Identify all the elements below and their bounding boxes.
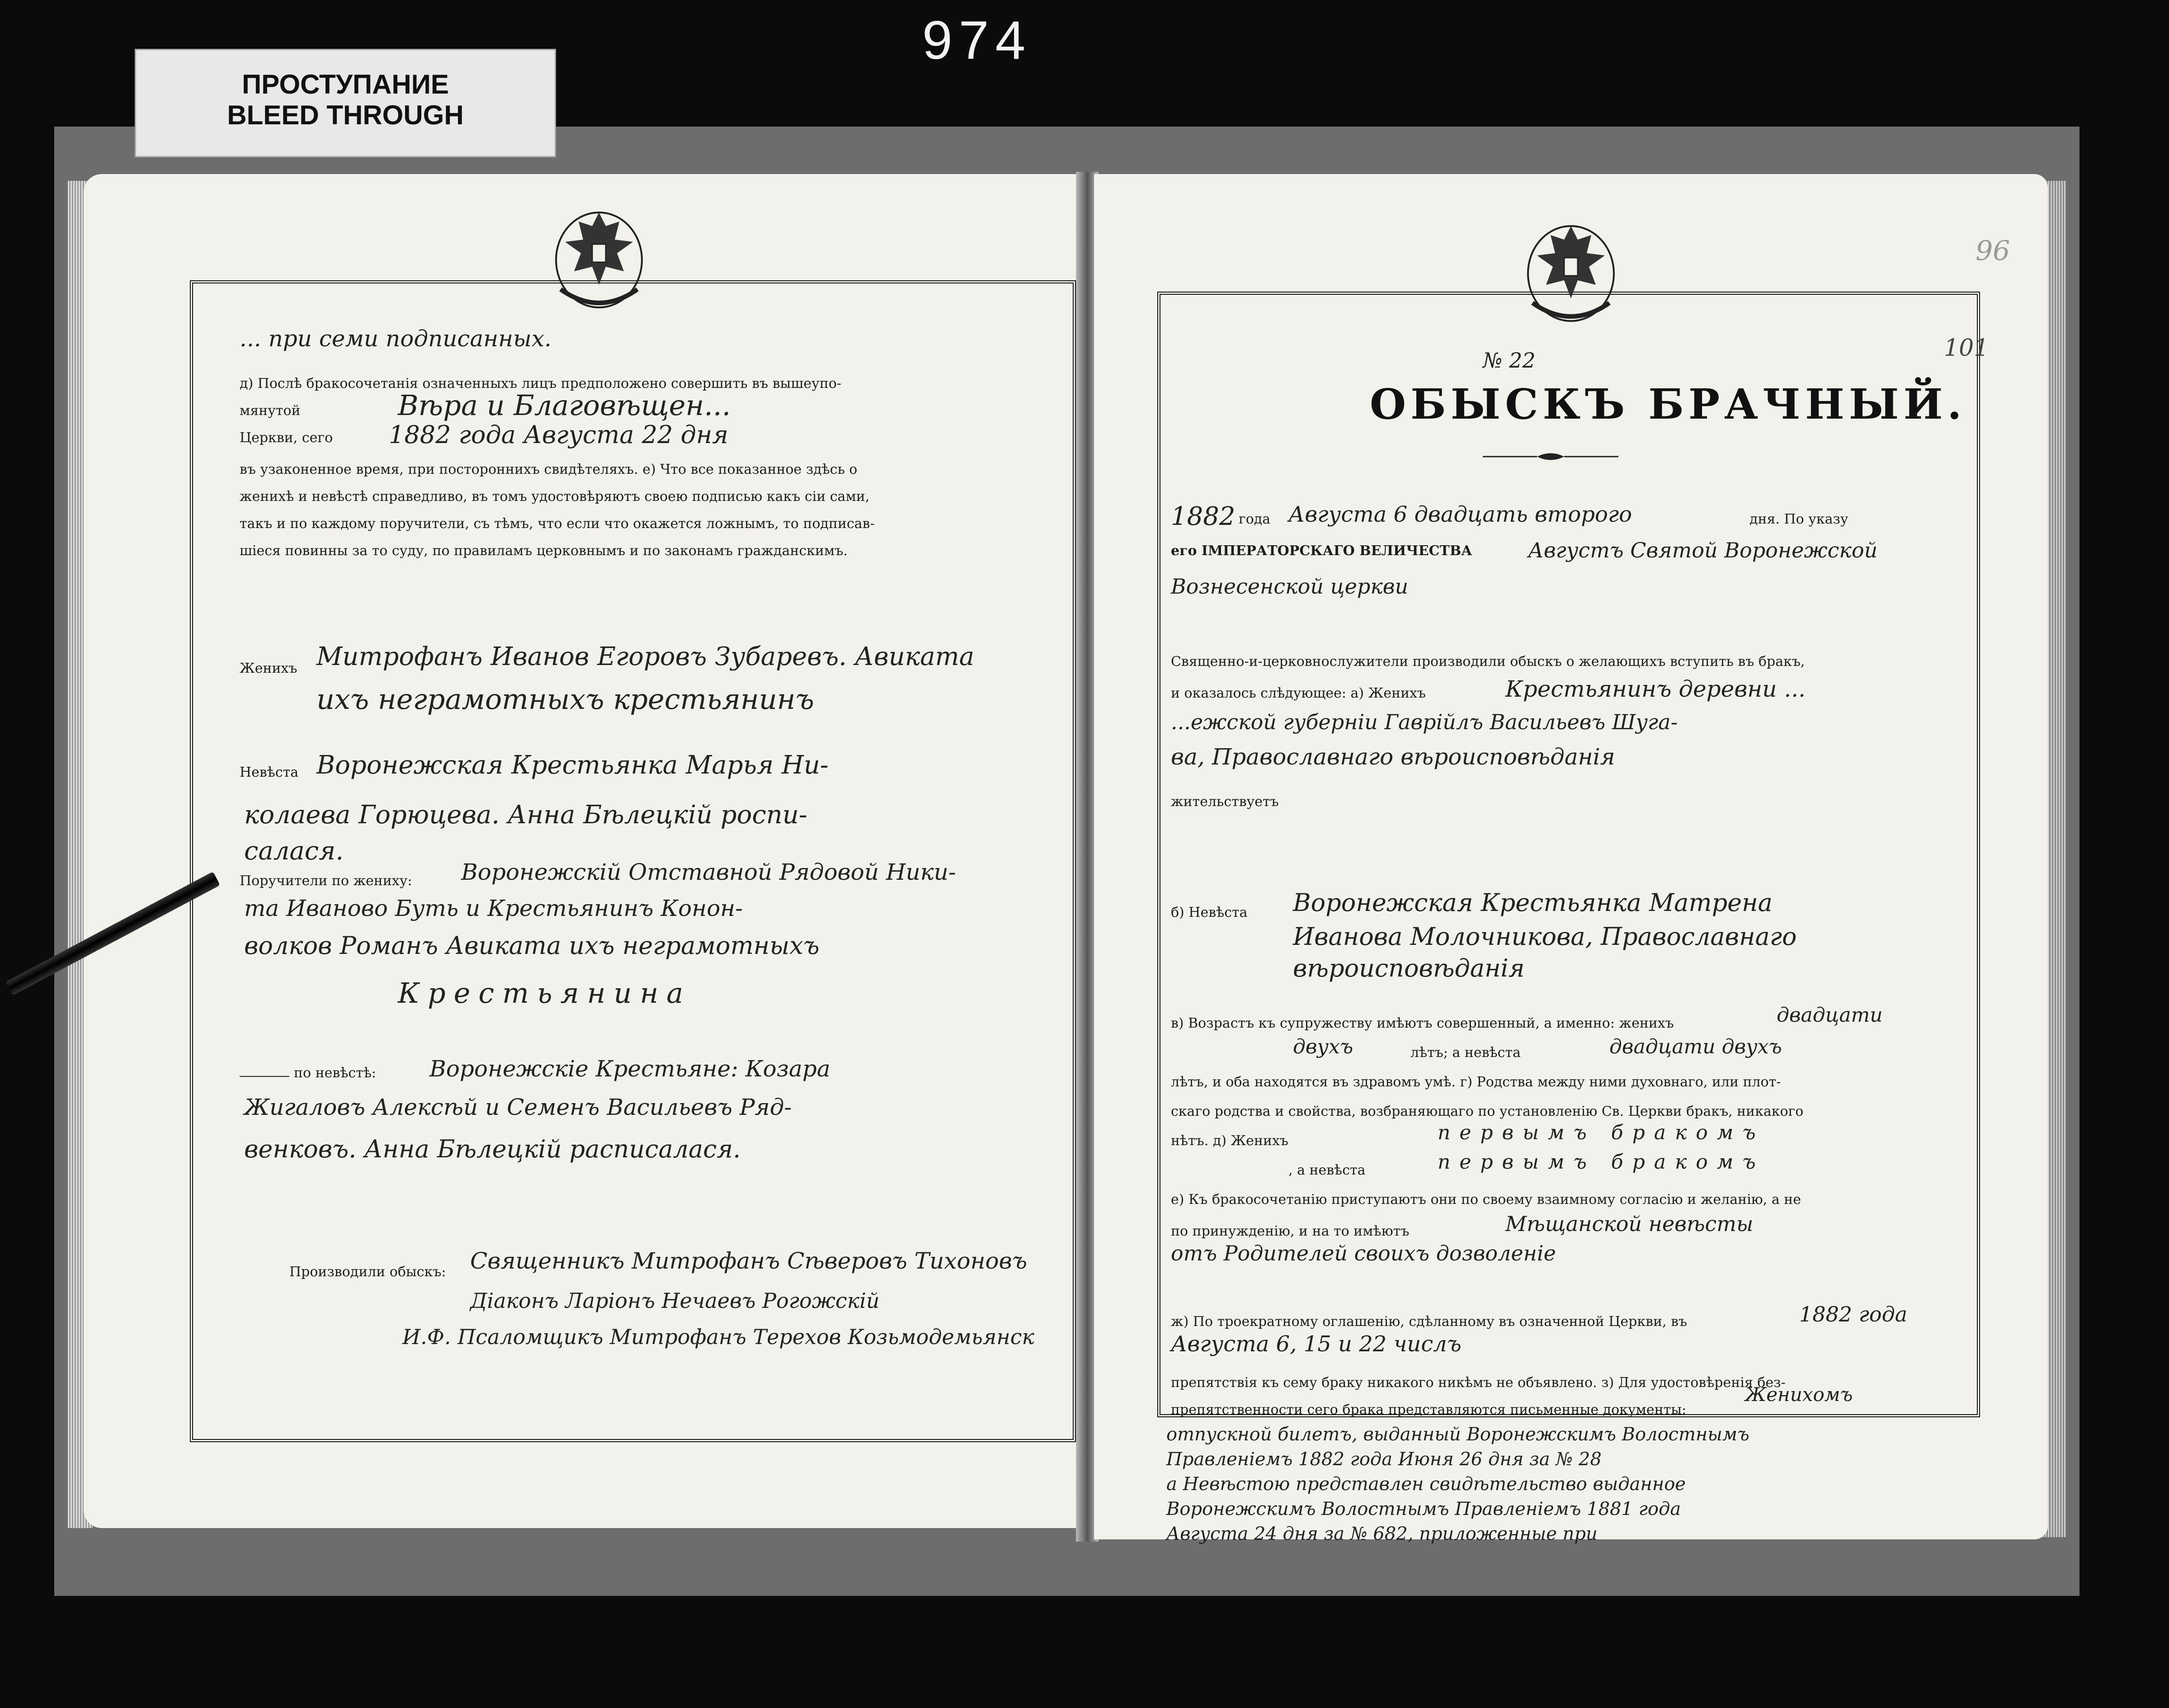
- left-para-d-2: мянутой: [240, 403, 301, 419]
- age-2-hw: двухъ: [1293, 1035, 1353, 1058]
- left-surety-groom-hw-2: та Иваново Буть и Крестьянинъ Конон-: [244, 895, 743, 921]
- imperial-line: его ІМПЕРАТОРСКАГО ВЕЛИЧЕСТВА: [1171, 543, 1472, 559]
- left-para-d-5: женихѣ и невѣстѣ справедливо, въ томъ удостовѣряютъ своею подписью какъ сіи сами,: [240, 489, 870, 505]
- age-1-hw: двадцати: [1777, 1004, 1883, 1027]
- age-line-4: скаго родства и свойства, возбраняющаго по установленію Св. Церкви бракъ, никакого: [1171, 1104, 1804, 1119]
- residence-label: жительствуетъ: [1171, 794, 1279, 810]
- left-surety-groom-label: Поручители по жениху:: [240, 873, 412, 889]
- r-bride-label: б) Невѣста: [1171, 905, 1248, 920]
- left-para-d-4: въ узаконенное время, при постороннихъ свидѣтеляхъ. е) Что все показанное здѣсь о: [240, 462, 858, 477]
- record-number: № 22: [1483, 348, 1536, 373]
- r-bride-hw-1: Воронежская Крестьянка Матрена: [1293, 888, 1773, 917]
- date-year-hw: 1882: [1171, 502, 1235, 531]
- banns-8-hw: Воронежскимъ Волостнымъ Правленіемъ 1881 года: [1166, 1499, 1681, 1519]
- left-para-d-7: шіеся повинны за то суду, по правиламъ церковнымъ и по законамъ гражданскимъ.: [240, 543, 848, 559]
- imperial-eagle-icon: [542, 199, 655, 316]
- age-line-6: , а невѣста: [1288, 1162, 1366, 1178]
- banns-line-3: препятствія къ сему браку никакого никѣмъ не объявлено. з) Для удостовѣренія без-: [1171, 1375, 1786, 1391]
- left-officiant-hw-3: И.Ф. Псаломщикъ Митрофанъ Терехов Козьмодемьянск: [402, 1325, 1034, 1349]
- consent-line-1: е) Къ бракосочетанію приступаютъ они по своему взаимному согласію и желанію, а не: [1171, 1192, 1801, 1208]
- left-groom-hw-2: ихъ неграмотныхъ крестьянинъ: [316, 683, 814, 716]
- left-bride-hw-2: колаева Горюцева. Анна Бѣлецкій роспи-: [244, 800, 807, 830]
- age-2b-hw: двадцати двухъ: [1609, 1035, 1782, 1058]
- left-top-hw: ... при семи подписанных.: [240, 326, 552, 352]
- imperial-eagle-icon: [1514, 212, 1627, 330]
- left-bride-label: Невѣста: [240, 764, 299, 780]
- left-groom-hw-1: Митрофанъ Иванов Егоровъ Зубаревъ. Авиката: [316, 642, 975, 671]
- age-5-hw: первымъ бракомъ: [1438, 1121, 1765, 1144]
- left-surety-bride-hw-1: Воронежскіе Крестьяне: Козара: [429, 1056, 830, 1082]
- left-surety-bride-hw-3: венковъ. Анна Бѣлецкій расписалася.: [244, 1135, 741, 1163]
- age-line-1: в) Возрастъ къ супружеству имѣютъ совершенный, а именно: женихъ: [1171, 1015, 1674, 1031]
- intro-line-2: и оказалось слѣдующее: а) Женихъ: [1171, 685, 1426, 701]
- left-para-d-6: такъ и по каждому поручители, съ тѣмъ, что если что окажется ложнымъ, то подписав-: [240, 516, 875, 532]
- ornament-divider-icon: [1483, 452, 1618, 461]
- left-para-d-1: д) Послѣ бракосочетанія означенныхъ лицъ предположено совершить въ вышеупо-: [240, 376, 842, 392]
- consent-line-2: по принужденію, и на то имѣютъ: [1171, 1223, 1410, 1239]
- banns-4-hw: Женихомъ: [1745, 1383, 1853, 1406]
- left-bride-hw-1: Воронежская Крестьянка Марья Ни-: [316, 750, 829, 780]
- r-groom-hw-2: ...ежской губерніи Гаврійлъ Васильевъ Шуга-: [1171, 710, 1678, 734]
- left-surety-groom-hw-3: волков Романъ Авиката ихъ неграмотныхъ: [244, 931, 820, 960]
- r-bride-hw-2: Иванова Молочникова, Православнаго: [1293, 922, 1797, 951]
- left-officiant-hw-2: Діаконъ Ларіонъ Нечаевъ Рогожскій: [470, 1288, 880, 1313]
- left-dash-line: [240, 1076, 289, 1077]
- church-hw: Вознесенской церкви: [1171, 574, 1409, 599]
- banns-7-hw: а Невѣстою представлен свидѣтельство выданное: [1166, 1474, 1686, 1495]
- bleed-through-label: [135, 49, 556, 157]
- left-officiant-hw-1: Священникъ Митрофанъ Сѣверовъ Тихоновъ: [470, 1248, 1028, 1274]
- banns-2-hw: Августа 6, 15 и 22 числъ: [1171, 1331, 1462, 1357]
- left-para-d-3: Церкви, сего: [240, 430, 333, 446]
- label-line-ru: ПРОСТУПАНИЕ: [242, 69, 449, 99]
- age-6-hw: первымъ бракомъ: [1438, 1151, 1765, 1174]
- left-surety-groom-hw-1: Воронежскій Отставной Рядовой Ники-: [461, 859, 956, 885]
- page-number: 101: [1944, 335, 1989, 362]
- consent-3-hw: отъ Родителей своихъ дозволеніе: [1171, 1241, 1556, 1265]
- left-church-hw: Вѣра и Благовѣщен...: [398, 389, 731, 422]
- age-line-3: лѣтъ, и оба находятся въ здравомъ умѣ. г) Родства между ними духовнаго, или плот-: [1171, 1074, 1781, 1090]
- age-line-5: нѣтъ. д) Женихъ: [1171, 1133, 1289, 1149]
- left-surety-bride-hw-2: Жигаловъ Алексѣй и Семенъ Васильевъ Ряд-: [244, 1094, 792, 1120]
- banns-line-1: ж) По троекратному оглашенію, сдѣланному въ означенной Церкви, въ: [1171, 1314, 1688, 1330]
- banns-line-4: препятственности сего брака представляются письменные документы:: [1171, 1402, 1687, 1418]
- age-line-2: лѣтъ; а невѣста: [1410, 1045, 1521, 1061]
- left-groom-label: Женихъ: [240, 661, 297, 676]
- date-tail: дня. По указу: [1749, 511, 1848, 527]
- left-bride-hw-3: салася.: [244, 836, 344, 866]
- left-surety-bride-label: по невѣстѣ:: [294, 1065, 376, 1081]
- left-officiant-label: Производили обыскъ:: [289, 1264, 446, 1280]
- banns-9-hw: Августа 24 дня за № 682, приложенные при: [1166, 1524, 1598, 1544]
- left-surety-groom-hw-4: Крестьянина: [398, 977, 692, 1010]
- frame-number: 974: [922, 10, 1032, 71]
- record-title: ОБЫСКЪ БРАЧНЫЙ.: [1370, 380, 1966, 429]
- left-date-hw: 1882 года Августа 22 дня: [389, 420, 729, 449]
- r-groom-hw-1: Крестьянинъ деревни ...: [1505, 676, 1806, 702]
- corner-mark: 96: [1976, 235, 2010, 267]
- imperial-line-hw: Августъ Святой Воронежской: [1528, 538, 1878, 562]
- r-bride-hw-3: вѣроисповѣданія: [1293, 954, 1525, 982]
- r-groom-hw-3: ва, Православнаго вѣроисповѣданія: [1171, 744, 1615, 770]
- banns-1-hw: 1882 года: [1799, 1302, 1908, 1326]
- intro-line-1: Священно-и-церковнослужители производили обыскъ о желающихъ вступить въ бракъ,: [1171, 654, 1805, 670]
- date-hw: Августа 6 двадцать второго: [1288, 502, 1632, 527]
- date-label: года: [1239, 511, 1271, 527]
- banns-6-hw: Правленіемъ 1882 года Июня 26 дня за № 28: [1166, 1449, 1602, 1470]
- label-line-en: BLEED THROUGH: [227, 100, 464, 130]
- banns-5-hw: отпускной билетъ, выданный Воронежскимъ Волостнымъ: [1166, 1424, 1749, 1445]
- consent-2-hw: Мѣщанской невѣсты: [1505, 1212, 1754, 1236]
